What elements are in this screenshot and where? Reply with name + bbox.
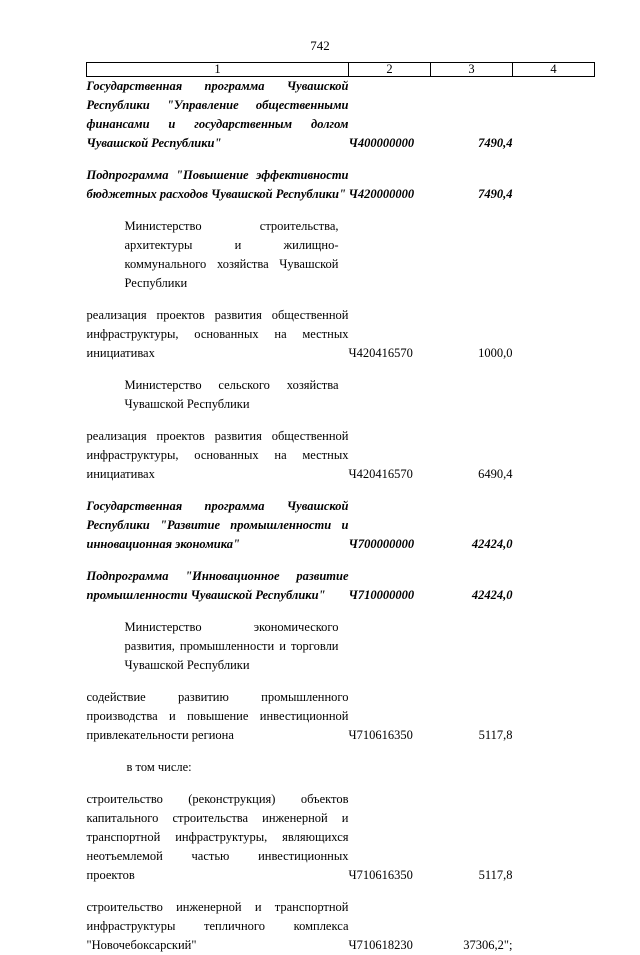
empty-cell	[513, 758, 595, 777]
table-row	[87, 376, 595, 414]
column-header-3: 3	[431, 63, 513, 77]
empty-cell	[513, 166, 595, 204]
ministry-name: Министерство строительства, архитектуры и жилищно-коммунального хозяйства Чувашской Республики	[87, 217, 349, 293]
expense-name: строительство инженерной и транспортной инфраструктуры тепличного комплекса "Новочебоксарский"	[87, 898, 349, 955]
row-spacer	[87, 554, 595, 567]
budget-code: Ч710618230	[349, 898, 431, 955]
amount: 5117,8	[431, 688, 513, 745]
budget-code: Ч400000000	[349, 77, 431, 154]
empty-cell	[513, 77, 595, 154]
page-number: 742	[0, 38, 640, 54]
table-row	[87, 217, 595, 293]
row-spacer	[87, 293, 595, 306]
expense-name: содействие развитию промышленного производства и повышение инвестиционной привлекательности региона	[87, 688, 349, 745]
header-row	[87, 63, 595, 77]
table-row	[87, 497, 595, 554]
amount: 1000,0	[431, 306, 513, 363]
amount: 37306,2";	[431, 898, 513, 955]
table-row	[87, 688, 595, 745]
budget-code	[349, 758, 431, 777]
empty-cell	[513, 688, 595, 745]
budget-code: Ч710000000	[349, 567, 431, 605]
budget-code	[349, 376, 431, 414]
table-row	[87, 427, 595, 484]
row-spacer	[87, 777, 595, 790]
expense-name: реализация проектов развития общественной инфраструктуры, основанных на местных инициативах	[87, 306, 349, 363]
empty-cell	[513, 790, 595, 885]
program-name: Подпрограмма "Инновационное развитие промышленности Чувашской Республики"	[87, 567, 349, 605]
table-body	[87, 77, 595, 955]
row-spacer	[87, 204, 595, 217]
table-row	[87, 306, 595, 363]
amount	[431, 618, 513, 675]
amount: 5117,8	[431, 790, 513, 885]
amount	[431, 376, 513, 414]
table-row	[87, 618, 595, 675]
row-spacer	[87, 675, 595, 688]
table-row	[87, 898, 595, 955]
budget-code: Ч710616350	[349, 790, 431, 885]
budget-code: Ч700000000	[349, 497, 431, 554]
ministry-name: Министерство экономического развития, промышленности и торговли Чувашской Республики	[87, 618, 349, 675]
program-name: Государственная программа Чувашской Республики "Развитие промышленности и инновационная экономика"	[87, 497, 349, 554]
row-spacer	[87, 153, 595, 166]
amount: 6490,4	[431, 427, 513, 484]
budget-code: Ч420416570	[349, 427, 431, 484]
row-spacer	[87, 745, 595, 758]
budget-code	[349, 618, 431, 675]
amount: 7490,4	[431, 166, 513, 204]
expense-name: реализация проектов развития общественной инфраструктуры, основанных на местных инициативах	[87, 427, 349, 484]
program-name: Подпрограмма "Повышение эффективности бюджетных расходов Чувашской Республики"	[87, 166, 349, 204]
empty-cell	[513, 618, 595, 675]
amount	[431, 758, 513, 777]
row-spacer	[87, 363, 595, 376]
column-header-2: 2	[349, 63, 431, 77]
row-spacer	[87, 484, 595, 497]
program-name: Государственная программа Чувашской Республики "Управление общественными финансами и государственным долгом Чувашской Республики"	[87, 77, 349, 154]
expense-name: в том числе:	[87, 758, 349, 777]
amount: 42424,0	[431, 567, 513, 605]
column-header-4: 4	[513, 63, 595, 77]
row-spacer	[87, 414, 595, 427]
empty-cell	[513, 217, 595, 293]
column-header-1: 1	[87, 63, 349, 77]
row-spacer	[87, 885, 595, 898]
ministry-name: Министерство сельского хозяйства Чувашской Республики	[87, 376, 349, 414]
empty-cell	[513, 376, 595, 414]
table-row	[87, 166, 595, 204]
empty-cell	[513, 427, 595, 484]
budget-code	[349, 217, 431, 293]
table-row	[87, 567, 595, 605]
budget-code: Ч420416570	[349, 306, 431, 363]
empty-cell	[513, 497, 595, 554]
empty-cell	[513, 898, 595, 955]
amount: 7490,4	[431, 77, 513, 154]
table-row	[87, 77, 595, 154]
table-row	[87, 758, 595, 777]
row-spacer	[87, 605, 595, 618]
expense-name: строительство (реконструкция) объектов капитального строительства инженерной и транспортной инфраструктуры, являющихся неотъемлемой частью инвестиционных проектов	[87, 790, 349, 885]
empty-cell	[513, 567, 595, 605]
budget-code: Ч420000000	[349, 166, 431, 204]
budget-table	[86, 62, 595, 955]
table-row	[87, 790, 595, 885]
amount: 42424,0	[431, 497, 513, 554]
amount	[431, 217, 513, 293]
empty-cell	[513, 306, 595, 363]
budget-code: Ч710616350	[349, 688, 431, 745]
